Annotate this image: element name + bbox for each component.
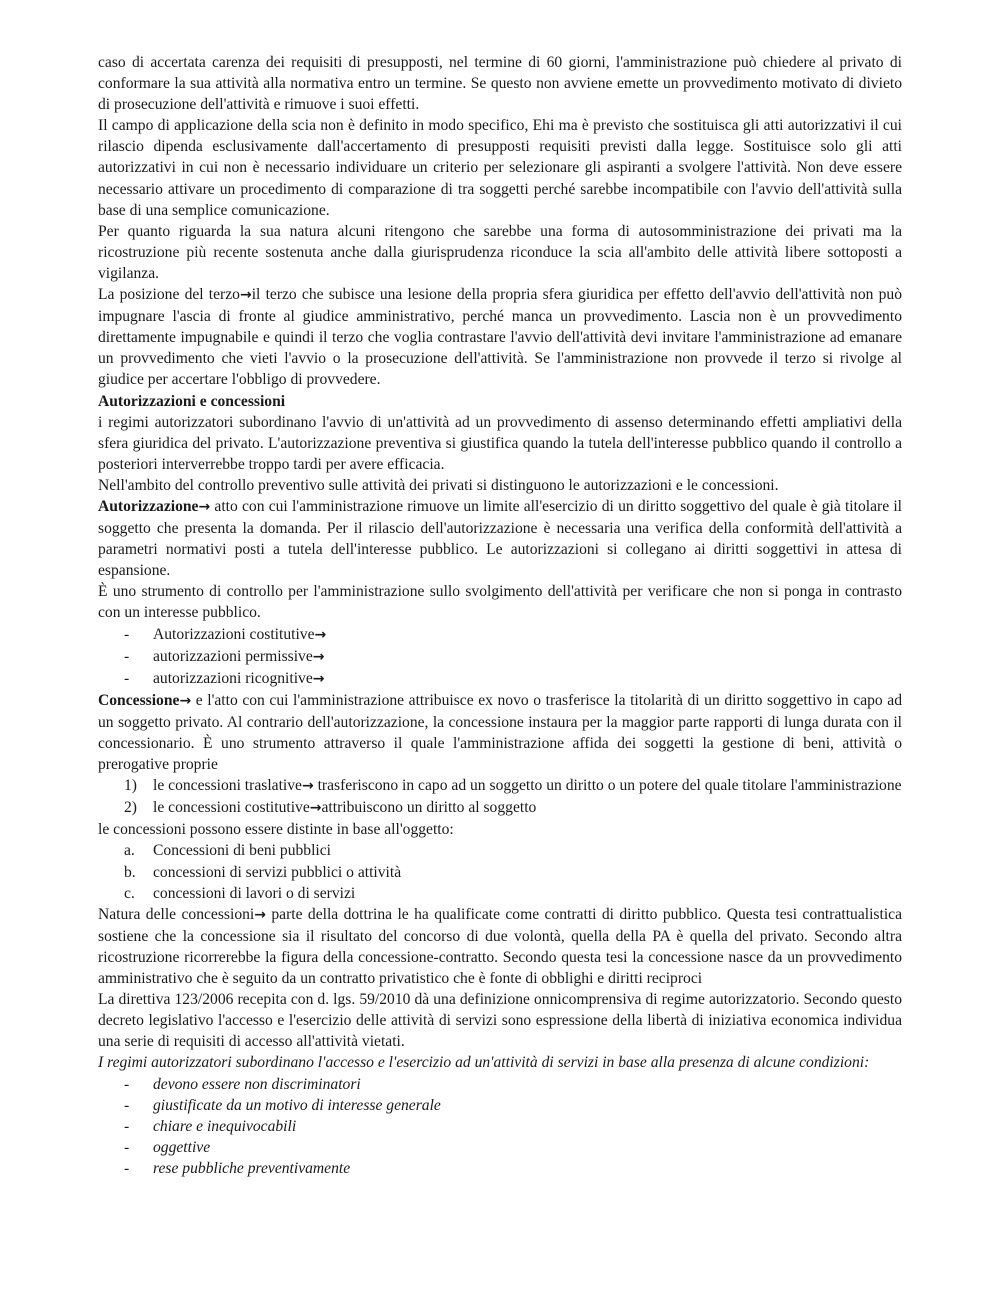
paragraph-scia-termine: caso di accertata carenza dei requisiti di presupposti, nel termine di 60 giorni, l'amministrazione può chiedere al privato di conformare la sua attività alla normativa entro un termine. Se questo non avviene emette un provvedimento motivato di divieto di prosecuzione dell'attività e rimuove i suoi effetti. — [98, 54, 902, 114]
section-heading: Autorizzazioni e concessioni — [98, 392, 286, 410]
list-letter: c. — [124, 884, 135, 902]
paragraph-campo-applicazione: Il campo di applicazione della scia non è definito in modo specifico, Ehi ma è previsto che sostituisca gli atti autorizzativi il cui rilascio dipenda esclusivamente dall'accertamento di presupposti requisiti previsti dalla legge. Sostituisce solo gli atti autorizzativi in cui non è necessario individuare un criterio per selezionare gli aspiranti a svolgere l'attività. Non deve essere necessario attivare un procedimento di comparazione di tra soggetti perché sarebbe incompatibile con l'avvio dell'attività sulla base di una semplice comunicazione. — [98, 117, 902, 219]
paragraph-controllo-preventivo: Nell'ambito del controllo preventivo sulle attività dei privati si distinguono le autorizzazioni e le concessioni. — [98, 476, 779, 494]
list-item: 1) le concessioni traslative→ trasferiscono in capo ad un soggetto un diritto o un potere del quale titolare l'amministrazione — [98, 775, 902, 797]
paragraph-text: e l'atto con cui l'amministrazione attribuisce ex novo o trasferisce la titolarità di un diritto soggettivo in capo ad un soggetto privato. Al contrario dell'autorizzazione, la concessione instaura per la maggior parte rapporti di lunga durata con il concessionario. È uno strumento attraverso il quale l'amministrazione affida dei soggetti la gestione di beni, attività o prerogative proprie — [98, 691, 902, 774]
arrow-icon: → — [179, 692, 192, 709]
list-dash: - — [124, 1117, 130, 1135]
arrow-icon: → — [309, 800, 322, 817]
arrow-icon: → — [312, 648, 325, 665]
arrow-icon: → — [254, 906, 266, 923]
list-item: a. Concessioni di beni pubblici — [98, 840, 902, 861]
paragraph-direttiva: La direttiva 123/2006 recepita con d. lgs. 59/2010 dà una definizione onnicomprensiva di regime autorizzatorio. Secondo questo decreto legislativo l'accesso e l'esercizio delle attività di servizi sono espressione della libertà di iniziativa economica individua una serie di requisiti di accesso all'attività vietati. — [98, 991, 902, 1051]
list-item: - autorizzazioni permissive→ — [98, 646, 902, 668]
arrow-icon: → — [314, 626, 327, 643]
list-number: 2) — [124, 799, 137, 817]
paragraph-distinzione-oggetto: le concessioni possono essere distinte in base all'oggetto: — [98, 821, 454, 839]
list-dash: - — [124, 647, 130, 665]
list-dash: - — [124, 1138, 130, 1156]
list-item: - chiare e inequivocabili — [98, 1116, 902, 1137]
list-dash: - — [124, 1159, 130, 1177]
arrow-icon: → — [198, 498, 211, 515]
paragraph-posizione-terzo — [98, 284, 902, 390]
list-item: - giustificate da un motivo di interesse generale — [98, 1095, 902, 1116]
list-item: c. concessioni di lavori o di servizi — [98, 883, 902, 904]
arrow-icon: → — [301, 778, 314, 795]
list-item: - rese pubbliche preventivamente — [98, 1158, 902, 1179]
paragraph-concessione — [98, 690, 902, 775]
list-item: - devono essere non discriminatori — [98, 1074, 902, 1095]
term-concessione: Concessione — [98, 691, 180, 709]
list-item: 2) le concessioni costitutive→attribuiscono un diritto al soggetto — [98, 797, 902, 819]
list-item: - oggettive — [98, 1137, 902, 1158]
list-dash: - — [124, 669, 130, 687]
list-dash: - — [124, 1096, 130, 1114]
paragraph-text: atto con cui l'amministrazione rimuove un limite all'esercizio di un diritto soggettivo del quale è già titolare il soggetto che presenta la domanda. Per il rilascio dell'autorizzazione è necessaria una verifica della conformità dell'attività a parametri normativi posti a tutela dell'interesse pubblico. Le autorizzazioni si collegano ai diritti soggettivi in attesa di espansione. — [98, 497, 902, 580]
list-letter: a. — [124, 842, 135, 860]
term-autorizzazione: Autorizzazione — [98, 497, 199, 515]
list-item: - autorizzazioni ricognitive→ — [98, 668, 902, 690]
document-body — [98, 52, 902, 1179]
paragraph-lead: La posizione del terzo — [98, 286, 240, 304]
list-number: 1) — [124, 777, 137, 795]
paragraph-natura-concessioni — [98, 904, 902, 989]
list-item: - Autorizzazioni costitutive→ — [98, 624, 902, 646]
arrow-icon: → — [239, 287, 252, 304]
paragraph-strumento-controllo: È uno strumento di controllo per l'amministrazione sullo svolgimento dell'attività per verificare che non si ponga in contrasto con un interesse pubblico. — [98, 583, 902, 622]
list-dash: - — [124, 625, 130, 643]
paragraph-regimi-autorizzatori: i regimi autorizzatori subordinano l'avvio di un'attività ad un provvedimento di assenso determinando effetti ampliativi della sfera giuridica del privato. L'autorizzazione preventiva si giustifica quando la tutela dell'interesse pubblico quando il controllo a posteriori interverrebbe troppo tardi per avere efficacia. — [98, 413, 902, 473]
paragraph-condizioni: I regimi autorizzatori subordinano l'accesso e l'esercizio ad un'attività di servizi in base alla presenza di alcune condizioni: — [98, 1054, 870, 1072]
list-dash: - — [124, 1075, 130, 1093]
paragraph-text: il terzo che subisce una lesione della propria sfera giuridica per effetto dell'avvio dell'attività non può impugnare l'ascia di fronte al giudice amministrativo, perché manca un provvedimento. Lascia non è un provvedimento direttamente impugnabile e quindi il terzo che voglia contrastare l'avvio dell'attività devi invitare l'amministrazione ad emanare un provvedimento che vieti l'avvio o la prosecuzione dell'attività. Se l'amministrazione non provvede il terzo si rivolge al giudice per accertare l'obbligo di provvedere. — [98, 286, 902, 389]
paragraph-autorizzazione — [98, 496, 902, 581]
list-letter: b. — [124, 863, 136, 881]
list-item: b. concessioni di servizi pubblici o attività — [98, 862, 902, 883]
arrow-icon: → — [312, 670, 325, 687]
paragraph-natura-scia: Per quanto riguarda la sua natura alcuni ritengono che sarebbe una forma di autosomministrazione dei privati ma la ricostruzione più recente sostenuta anche dalla giurisprudenza riconduce la scia all'ambito delle attività libere sottoposti a vigilanza. — [98, 222, 902, 282]
paragraph-lead: Natura delle concessioni — [98, 905, 255, 923]
paragraph-text: parte della dottrina le ha qualificate come contratti di diritto pubblico. Questa tesi contrattualistica sostiene che la concessione sia il risultato del concorso di due volontà, quella della PA è quella del privato. Secondo altra ricostruzione ricorrerebbe la figura della concessione-contratto. Secondo questa tesi la concessione nasce da un provvedimento amministrativo che è seguito da un contratto privatistico che è fonte di obblighi e diritti reciproci — [98, 905, 903, 988]
